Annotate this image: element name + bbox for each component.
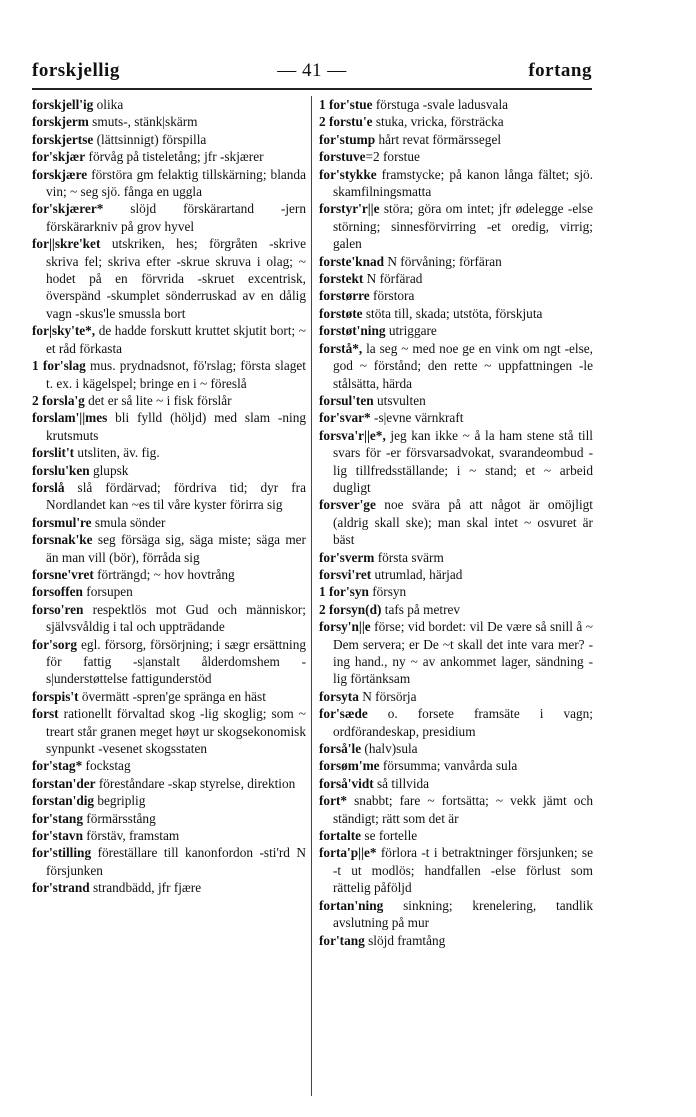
entry-definition: föreståndare -skap styrelse, direktion: [95, 775, 296, 791]
entry-headword: forsy'n||e: [319, 619, 371, 635]
entry-definition: egl. försorg, försörjning; i sægr ersättning för fattig -s|anstalt ålderdomshem -s|understøttelse fattigunderstöd: [46, 636, 306, 687]
entry-definition: respektlös mot Gud och människor; självsvåldig i tal och uppträdande: [46, 601, 306, 635]
entry-definition: forsupen: [82, 584, 133, 600]
entry-headword: 2 forsyn(d): [319, 601, 382, 617]
entry-definition: mus. prydnadsnot, fö'rslag; första slaget t. ex. i kägelspel; bringe en i ~ föreslå: [46, 358, 306, 391]
dictionary-entry: [319, 287, 593, 304]
entry-headword: forstøt'ning: [319, 323, 386, 339]
dictionary-entry: [32, 636, 306, 688]
page-number: — 41 —: [277, 60, 347, 81]
entry-headword: forsva'r||e*,: [319, 427, 386, 443]
dictionary-entry: [32, 705, 306, 757]
entry-definition: förstöra gm felaktig tillskärning; blanda vin; ~ seg sjö. fånga en uggla: [46, 166, 306, 200]
dictionary-entry: [319, 200, 593, 252]
entry-headword: forslit't: [32, 445, 75, 461]
entry-headword: forskjertse: [32, 131, 94, 147]
entry-headword: forsyta: [319, 688, 359, 704]
entry-headword: for||skre'ket: [32, 236, 101, 252]
dictionary-entry: [32, 200, 306, 235]
dictionary-entry: [319, 113, 593, 130]
entry-headword: for'stilling: [32, 845, 92, 861]
entry-headword: forså'le: [319, 741, 362, 757]
dictionary-entry: [319, 148, 593, 165]
entry-definition: snabbt; fare ~ fortsätta; ~ vekk jämt och ständigt; rätt som det är: [333, 793, 593, 826]
dictionary-entry: [319, 96, 593, 113]
entry-headword: for'sorg: [32, 636, 78, 652]
entry-definition: utriggare: [385, 323, 437, 339]
entry-headword: forsnak'ke: [32, 532, 93, 548]
entry-headword: for'skjær: [32, 149, 86, 165]
entry-headword: forspis't: [32, 688, 79, 704]
dictionary-entry: [32, 96, 306, 113]
dictionary-entry: [32, 792, 306, 809]
dictionary-entry: [319, 549, 593, 566]
entry-definition: de hadde forskutt kruttet skjutit bort; ~ et råd förkasta: [46, 323, 306, 356]
entry-definition: fockstag: [82, 758, 131, 774]
entry-definition: störa; göra om intet; jfr ødelegge -else störning; sinnesförvirring -et oredig, virrig; galen: [333, 201, 593, 252]
dictionary-entry: [32, 566, 306, 583]
dictionary-entry: [319, 305, 593, 322]
dictionary-entry: [32, 322, 306, 357]
header-right-word: fortang: [528, 60, 592, 81]
entry-headword: for'stag*: [32, 758, 83, 774]
entry-definition: (lättsinnigt) förspilla: [93, 131, 207, 147]
entry-headword: forstørre: [319, 288, 370, 304]
entry-headword: forstan'der: [32, 775, 96, 791]
entry-headword: forsne'vret: [32, 566, 94, 582]
entry-definition: rationellt förvaltad skog -lig skoglig; som ~ treart står granen meget høyt ur skogsekonomisk synpunkt -vesenet skogsstaten: [46, 706, 306, 757]
dictionary-entry: [319, 131, 593, 148]
entry-headword: forstan'dig: [32, 793, 95, 809]
entry-headword: forslam'||mes: [32, 410, 108, 426]
entry-headword: for'stavn: [32, 828, 83, 844]
entry-definition: utsvulten: [373, 392, 426, 408]
entry-definition: -s|evne värnkraft: [370, 410, 464, 426]
entry-headword: forslå: [32, 479, 65, 495]
entry-definition: N förfärad: [363, 271, 423, 287]
dictionary-entry: [32, 479, 306, 514]
left-column: [32, 96, 306, 897]
dictionary-entry: [319, 427, 593, 497]
page-header: [32, 60, 592, 88]
entry-headword: forskjære: [32, 166, 88, 182]
entry-headword: fort*: [319, 793, 348, 809]
entry-definition: försumma; vanvårda sula: [379, 758, 518, 774]
entry-definition: tafs på metrev: [381, 601, 461, 617]
entry-definition: smuts-, stänk|skärm: [88, 114, 198, 130]
entry-headword: 2 forstu'e: [319, 114, 373, 130]
entry-definition: slå fördärvad; fördriva tid; dyr fra Nordlandet kan ~es til våre kyster förirra sig: [46, 479, 306, 513]
entry-definition: framstycke; på kanon långa fältet; sjö. skamfilningsmatta: [333, 166, 593, 200]
entry-definition: N försörja: [358, 688, 417, 704]
entry-definition: första svärm: [374, 549, 444, 565]
header-rule: [32, 88, 592, 90]
dictionary-entry: [319, 705, 593, 740]
entry-headword: forsvi'ret: [319, 566, 372, 582]
dictionary-entry: [319, 740, 593, 757]
entry-headword: forskjell'ig: [32, 97, 94, 112]
entry-definition: o. forsete framsäte i vagn; ordförandeskap, presidium: [333, 706, 593, 739]
entry-headword: forst: [32, 706, 59, 722]
entry-definition: förstora: [369, 288, 415, 304]
dictionary-entry: [319, 897, 593, 932]
entry-headword: forste'knad: [319, 253, 385, 269]
entry-headword: forså'vidt: [319, 775, 374, 791]
entry-definition: =2 forstue: [365, 149, 420, 165]
entry-definition: utsliten, äv. fig.: [74, 445, 160, 461]
entry-headword: 1 for'stue: [319, 97, 373, 112]
entry-headword: for'stump: [319, 131, 376, 147]
entry-headword: for|sky'te*,: [32, 323, 96, 339]
entry-definition: sinkning; krenelering, tandlik avslutning på mur: [333, 897, 593, 931]
entry-definition: stuka, vricka, försträcka: [372, 114, 504, 130]
entry-definition: så tillvida: [373, 775, 430, 791]
entry-definition: förlora -t i betraktninger försjunken; se -t ut modlös; handfallen -else förlust som rättelig påföljd: [333, 845, 593, 896]
dictionary-entry: [319, 322, 593, 339]
dictionary-entry: [319, 392, 593, 409]
dictionary-entry: [319, 166, 593, 201]
entry-headword: for'skjærer*: [32, 201, 104, 217]
header-left-word: forskjellig: [32, 60, 120, 81]
dictionary-entry: [319, 566, 593, 583]
entry-headword: for'tang: [319, 932, 365, 948]
entry-definition: utskriken, hes; förgråten -skrive skriva fel; skriva efter -skrue skruva i olag; ~ hodet på en förvrida -skruet excentrisk, överspänd -skumplet sönderruskad av en dålig vagn -skus'le smussla bort: [46, 236, 306, 321]
entry-headword: fortan'ning: [319, 897, 384, 913]
dictionary-entry: [32, 583, 306, 600]
dictionary-entry: [319, 688, 593, 705]
entry-definition: begriplig: [94, 793, 146, 809]
entry-definition: föreställare till kanonfordon -sti'rd N försjunken: [46, 845, 306, 878]
dictionary-entry: [319, 932, 593, 949]
entry-definition: försyn: [368, 584, 407, 600]
entry-definition: (halv)sula: [361, 741, 418, 757]
entry-headword: forstuve: [319, 149, 366, 165]
dictionary-entry: [319, 270, 593, 287]
dictionary-entry: [319, 340, 593, 392]
entry-headword: forsver'ge: [319, 497, 376, 513]
dictionary-entry: [32, 235, 306, 322]
dictionary-entry: [32, 409, 306, 444]
dictionary-entry: [319, 409, 593, 426]
entry-definition: se fortelle: [361, 828, 418, 844]
dictionary-entry: [32, 514, 306, 531]
entry-headword: for'svar*: [319, 410, 371, 426]
dictionary-entry: [32, 444, 306, 461]
dictionary-entry: [32, 131, 306, 148]
dictionary-entry: [32, 844, 306, 879]
entry-headword: for'sæde: [319, 706, 368, 722]
entry-definition: utrumlad, härjad: [371, 566, 463, 582]
entry-headword: forso'ren: [32, 601, 84, 617]
entry-headword: for'stang: [32, 810, 83, 826]
dictionary-entry: [32, 166, 306, 201]
entry-definition: det er så lite ~ i fisk förslår: [84, 392, 232, 408]
entry-headword: for'strand: [32, 880, 90, 896]
dictionary-entry: [32, 810, 306, 827]
entry-definition: seg försäga sig, säga miste; säga mer än man vill (bör), förråda sig: [46, 532, 306, 565]
dictionary-entry: [32, 827, 306, 844]
entry-headword: for'sverm: [319, 549, 375, 565]
entry-definition: noe svära på att något är omöjligt (aldrig skall ske); man skal intet ~ osvuret är bäst: [333, 497, 593, 548]
entry-headword: forstøte: [319, 305, 363, 321]
entry-definition: strandbädd, jfr fjære: [89, 880, 202, 896]
entry-definition: övermätt -spren'ge spränga en häst: [78, 688, 266, 704]
entry-definition: smula sönder: [91, 514, 166, 530]
entry-definition: jeg kan ikke ~ å la ham stene stå till svars för -er försvarsadvokat, svarandeombud -lig tillfredsställande; i ~ stand; et ~ arbeid dugligt: [333, 427, 593, 495]
entry-definition: förmärsstång: [82, 810, 156, 826]
entry-definition: la seg ~ med noe ge en vink om ngt -else, god ~ förstånd; den rette ~ uppfattningen -le stålsätta, härda: [333, 340, 593, 391]
right-column: [319, 96, 593, 949]
entry-headword: forstå*,: [319, 340, 363, 356]
dictionary-entry: [319, 775, 593, 792]
entry-headword: forsul'ten: [319, 392, 374, 408]
dictionary-entry: [32, 757, 306, 774]
entry-headword: forslu'ken: [32, 462, 90, 478]
entry-headword: forskjerm: [32, 114, 89, 130]
entry-definition: förse; vid bordet: vil De være så snill å ~ Dem servera; er De ~t skall det inte vara mer? -ing hand., ny ~ av ankommet lager, sändning -lig förtänksam: [333, 619, 593, 687]
entry-headword: forsøm'me: [319, 758, 380, 774]
entry-definition: stöta till, skada; utstöta, förskjuta: [362, 305, 543, 321]
entry-definition: N förvåning; förfäran: [384, 253, 502, 269]
dictionary-entry: [32, 688, 306, 705]
dictionary-entry: [32, 113, 306, 130]
entry-definition: glupsk: [89, 462, 129, 478]
entry-headword: 2 forsla'g: [32, 392, 85, 408]
dictionary-entry: [32, 148, 306, 165]
dictionary-entry: [319, 253, 593, 270]
entry-definition: hårt revat förmärssegel: [375, 131, 502, 147]
column-divider: [311, 96, 312, 1096]
dictionary-entry: [32, 392, 306, 409]
dictionary-entry: [319, 618, 593, 688]
dictionary-entry: [32, 879, 306, 896]
dictionary-entry: [32, 357, 306, 392]
dictionary-entry: [319, 792, 593, 827]
dictionary-entry: [319, 583, 593, 600]
dictionary-entry: [32, 775, 306, 792]
dictionary-entry: [319, 601, 593, 618]
entry-definition: slöjd förskärartand -jern förskärarkniv på grov hyvel: [46, 201, 306, 234]
dictionary-entry: [319, 827, 593, 844]
entry-definition: förvåg på tisteletång; jfr -skjærer: [85, 149, 264, 165]
entry-headword: fortalte: [319, 828, 362, 844]
entry-headword: forta'p||e*: [319, 845, 377, 861]
entry-definition: olika: [93, 97, 124, 112]
entry-headword: forstyr'r||e: [319, 201, 380, 217]
dictionary-entry: [319, 496, 593, 548]
dictionary-entry: [32, 531, 306, 566]
entry-definition: förträngd; ~ hov hovtrång: [93, 566, 235, 582]
entry-headword: forsmul're: [32, 514, 92, 530]
entry-definition: slöjd framtång: [364, 932, 446, 948]
entry-definition: bli fylld (höljd) med slam -ning krutsmuts: [46, 410, 306, 443]
entry-headword: 1 for'slag: [32, 358, 86, 374]
dictionary-entry: [32, 462, 306, 479]
dictionary-entry: [319, 844, 593, 896]
entry-headword: 1 for'syn: [319, 584, 369, 600]
entry-headword: forstekt: [319, 271, 364, 287]
entry-headword: forsoffen: [32, 584, 83, 600]
entry-definition: förstäv, framstam: [82, 828, 180, 844]
dictionary-entry: [319, 757, 593, 774]
entry-headword: for'stykke: [319, 166, 377, 182]
dictionary-entry: [32, 601, 306, 636]
entry-definition: förstuga -svale ladusvala: [372, 97, 509, 112]
